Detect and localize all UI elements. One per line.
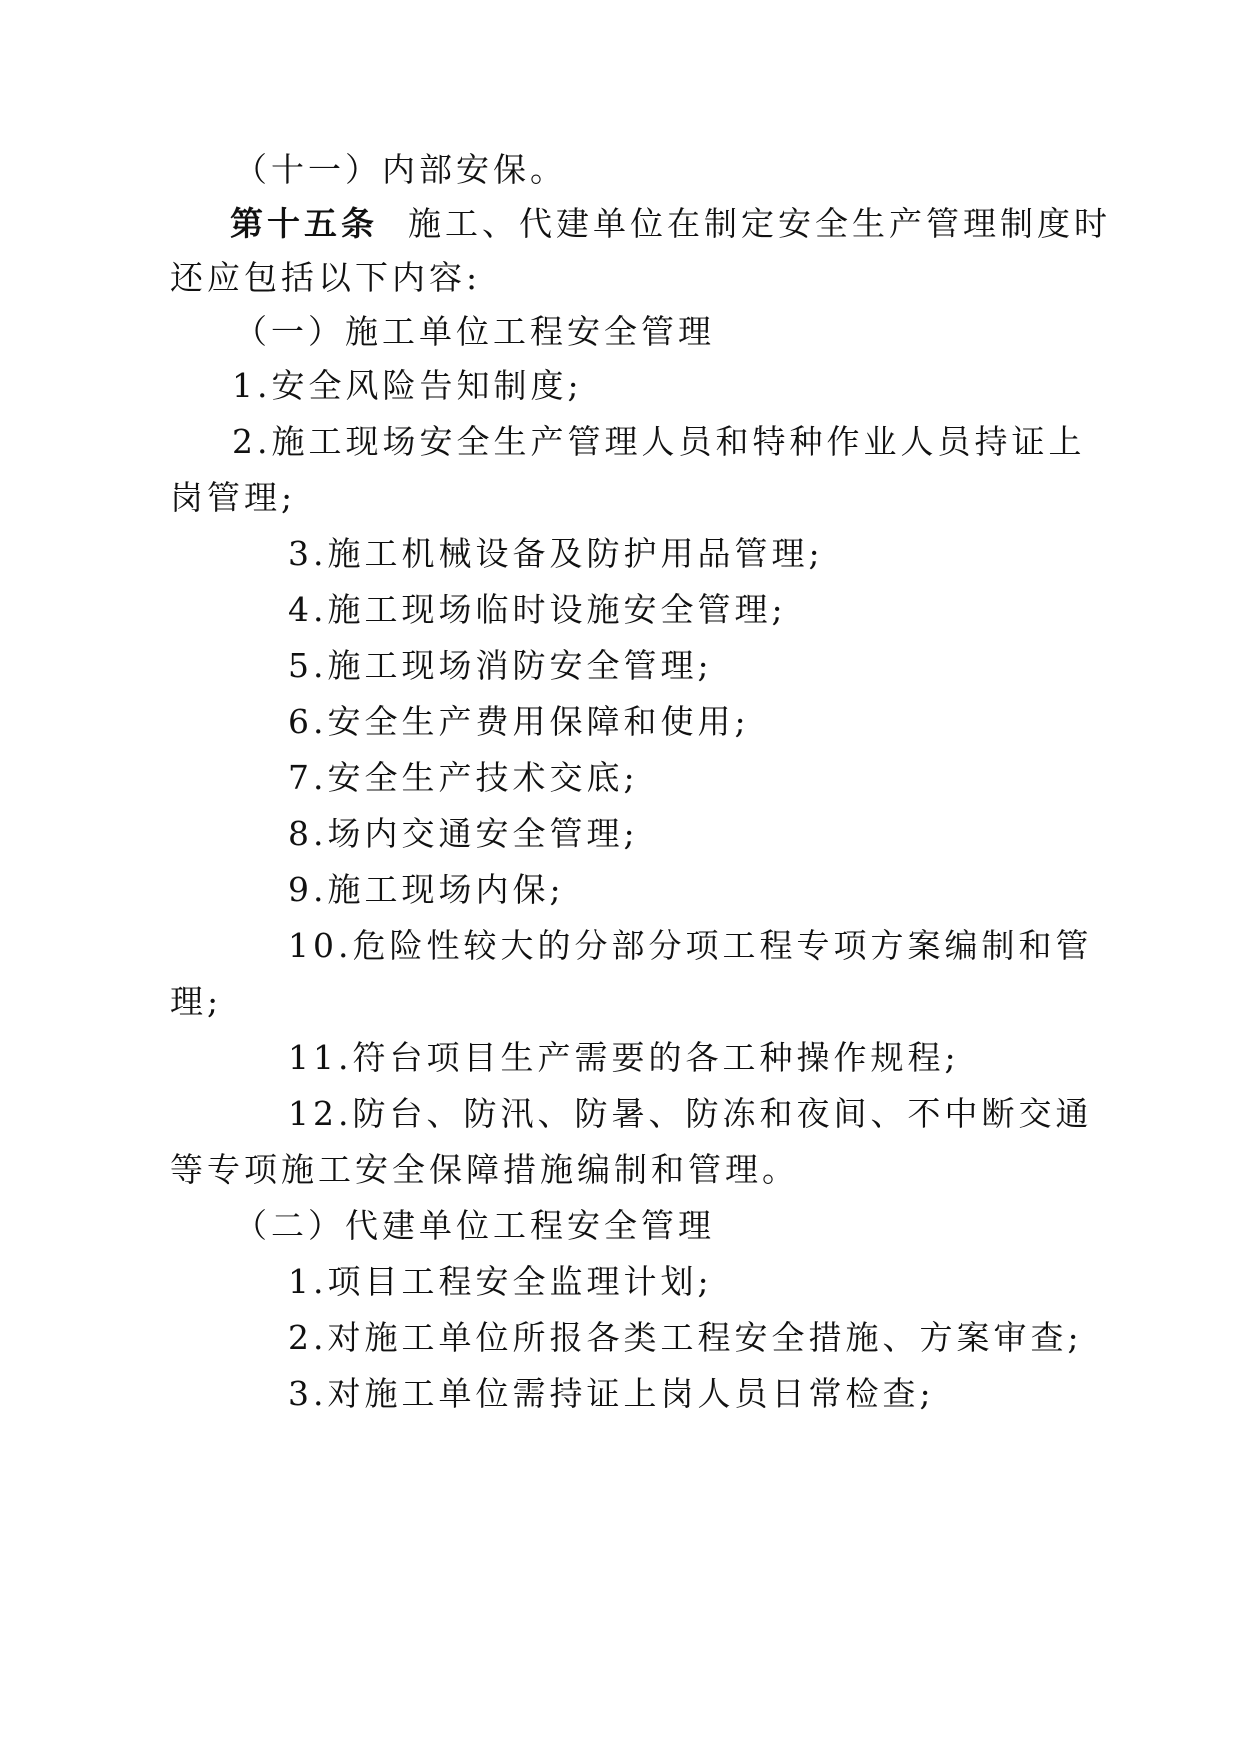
list-item: 2.施工现场安全生产管理人员和特种作业人员持证上 bbox=[232, 422, 1086, 461]
list-item: 11.符台项目生产需要的各工种操作规程; bbox=[288, 1038, 960, 1077]
article-text: 施工、代建单位在制定安全生产管理制度时 bbox=[408, 204, 1111, 243]
list-item: 1.项目工程安全监理计划; bbox=[288, 1262, 713, 1301]
list-item: 2.对施工单位所报各类工程安全措施、方案审查; bbox=[288, 1318, 1083, 1357]
section-heading: （二）代建单位工程安全管理 bbox=[234, 1206, 715, 1245]
list-item: 6.安全生产费用保障和使用; bbox=[288, 702, 750, 741]
list-item: 10.危险性较大的分部分项工程专项方案编制和管 bbox=[288, 926, 1093, 965]
article-heading: 第十五条 bbox=[230, 204, 378, 243]
list-item-continued: 岗管理; bbox=[170, 478, 297, 517]
list-item-continued: 理; bbox=[170, 982, 223, 1021]
article-heading-line bbox=[230, 204, 1111, 244]
list-item: 5.施工现场消防安全管理; bbox=[288, 646, 713, 685]
list-item: 3.对施工单位需持证上岗人员日常检查; bbox=[288, 1374, 935, 1413]
list-item-continued: 等专项施工安全保障措施编制和管理。 bbox=[170, 1150, 799, 1189]
list-item: 9.施工现场内保; bbox=[288, 870, 565, 909]
list-item: 8.场内交通安全管理; bbox=[288, 814, 639, 853]
section-heading: （一）施工单位工程安全管理 bbox=[234, 312, 715, 351]
paragraph-line: 还应包括以下内容: bbox=[170, 258, 482, 297]
list-item: 7.安全生产技术交底; bbox=[288, 758, 639, 797]
list-item: 4.施工现场临时设施安全管理; bbox=[288, 590, 787, 629]
paragraph-line: （十一）内部安保。 bbox=[234, 150, 567, 189]
list-item: 12.防台、防汛、防暑、防冻和夜间、不中断交通 bbox=[288, 1094, 1093, 1133]
list-item: 3.施工机械设备及防护用品管理; bbox=[288, 534, 824, 573]
list-item: 1.安全风险告知制度; bbox=[232, 366, 583, 405]
